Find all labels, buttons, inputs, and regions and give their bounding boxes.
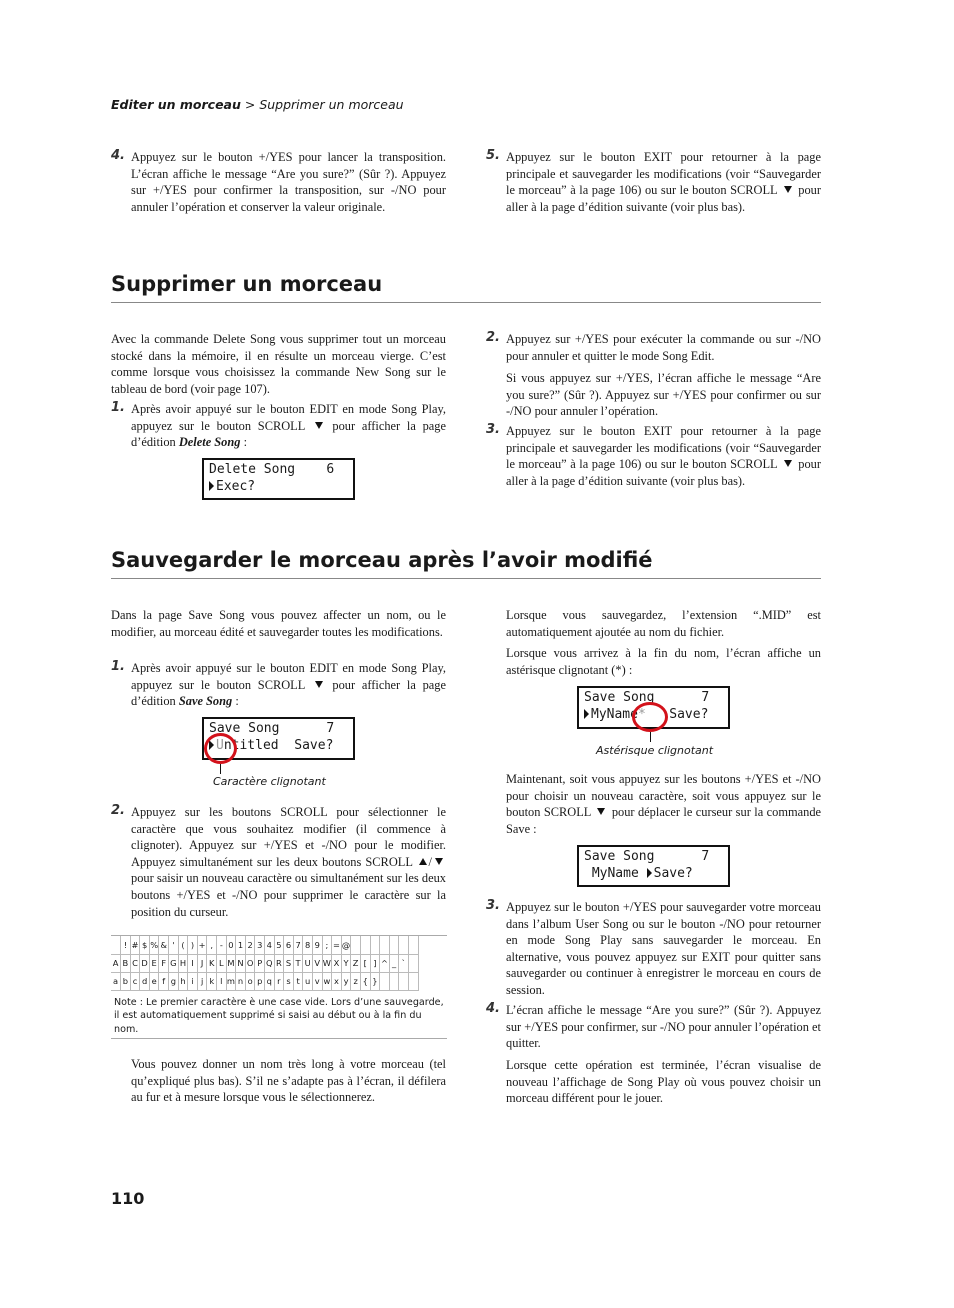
charset-table <box>111 936 419 991</box>
scroll-down-icon <box>784 186 792 193</box>
charset-cell: + <box>197 936 207 954</box>
charset-cell: F <box>159 954 169 972</box>
charset-row <box>111 936 418 954</box>
charset-cell: % <box>149 936 159 954</box>
breadcrumb-section: Editer un morceau <box>111 97 241 112</box>
charset-cell <box>370 936 380 954</box>
long-name-text: Vous pouvez donner un nom très long à votre morceau (tel qu’expliqué plus bas). S’il ne s’adapte pas à l’écran, il défilera au fur et à mesure lorsque vous le sélectionnerez. <box>131 1057 446 1105</box>
charset-cell: 7 <box>293 936 303 954</box>
charset-cell: $ <box>140 936 150 954</box>
charset-cell <box>389 936 399 954</box>
charset-cell <box>351 936 361 954</box>
charset-cell: h <box>178 972 188 990</box>
charset-cell: & <box>159 936 169 954</box>
charset-cell: a <box>111 972 121 990</box>
charset-cell: T <box>293 954 303 972</box>
step-text-b: pour aller à la page d’édition suivante (voir plus bas). <box>506 183 821 214</box>
charset-cell: t <box>293 972 303 990</box>
charset-cell: 3 <box>255 936 265 954</box>
charset-cell: v <box>312 972 322 990</box>
charset-cell <box>380 936 390 954</box>
charset-cell: Z <box>351 954 361 972</box>
charset-cell: C <box>130 954 140 972</box>
charset-cell: ^ <box>380 954 390 972</box>
blinking-asterisk: * <box>637 707 646 722</box>
charset-cell: 6 <box>284 936 294 954</box>
page-name: Save Song <box>178 694 233 709</box>
highlight-circle <box>204 733 237 764</box>
charset-cell: [ <box>360 954 370 972</box>
cursor-move-text <box>506 771 821 837</box>
charset-cell <box>408 954 418 972</box>
charset-cell: k <box>207 972 217 990</box>
charset-cell: m <box>226 972 236 990</box>
callout-line <box>650 732 651 742</box>
charset-cell: r <box>274 972 284 990</box>
charset-cell: R <box>274 954 284 972</box>
charset-cell: ; <box>322 936 332 954</box>
step-text-b: pour afficher la page d’édition <box>131 677 446 709</box>
step-number: 1. <box>111 400 125 415</box>
charset-cell: d <box>140 972 150 990</box>
lcd-line2 <box>209 478 353 495</box>
charset-cell: W <box>322 954 332 972</box>
lcd-line1: Save Song 7 <box>584 849 710 864</box>
charset-cell: 5 <box>274 936 284 954</box>
step-text: Appuyez sur +/YES pour exécuter la commande ou sur -/NO pour annuler et quitter le mode Song Edit. <box>506 332 821 363</box>
page-name: Delete Song <box>178 435 241 450</box>
step-text-a: Appuyez sur les boutons SCROLL pour sélectionner le caractère que vous souhaitez modifier (il commence à clignoter). Appuyez sur +/YES et -/NO pour le modifier. Appuyez simultanément sur les deux boutons SCROLL <box>131 805 446 869</box>
step-text-a: Appuyez sur le bouton EXIT pour retourner à la page principale et sauvegarder les modifications (voir “Sauvegarder le morceau” à la page 106) ou sur le bouton SCROLL <box>506 150 821 198</box>
charset-cell <box>408 936 418 954</box>
charset-cell: N <box>236 954 246 972</box>
charset-cell: 0 <box>226 936 236 954</box>
lcd-save-song-save <box>577 845 730 887</box>
charset-cell: ! <box>121 936 131 954</box>
charset-cell: _ <box>389 954 399 972</box>
save-intro: Dans la page Save Song vous pouvez affecter un nom, ou le modifier, au morceau édité et sauvegarder toutes les modifications. <box>111 608 446 639</box>
charset-cell: w <box>322 972 332 990</box>
charset-cell: V <box>312 954 322 972</box>
step-text-a: Après avoir appuyé sur le bouton EDIT en mode Song Play, appuyez sur le bouton SCROLL <box>131 661 446 692</box>
charset-cell <box>111 936 121 954</box>
step-text <box>131 660 446 710</box>
blinking-character: U <box>216 738 224 753</box>
step-number: 5. <box>486 148 500 163</box>
charset-cell <box>408 972 418 990</box>
charset-cell: q <box>265 972 275 990</box>
step-text-b: pour saisir un nouveau caractère ou simultanément sur les deux boutons +/YES et -/NO pour supprimer le caractère sur la position du curseur. <box>131 871 446 919</box>
charset-cell: ' <box>169 936 179 954</box>
step-number: 2. <box>486 330 500 345</box>
cursor-arrow-icon <box>584 709 589 719</box>
breadcrumb-separator: > <box>240 97 260 112</box>
cursor-arrow-icon <box>647 868 652 878</box>
scroll-up-icon <box>419 858 427 865</box>
charset-cell: Y <box>341 954 351 972</box>
scroll-down-icon <box>315 422 323 429</box>
charset-cell: K <box>207 954 217 972</box>
charset-cell: , <box>207 936 217 954</box>
charset-cell: e <box>149 972 159 990</box>
charset-cell: P <box>255 954 265 972</box>
extension-text: Lorsque vous sauvegardez, l’extension “.MID” est automatiquement ajoutée au nom du fichier. <box>506 608 821 639</box>
charset-table-box <box>111 935 447 991</box>
caption-blinking-asterisk: Astérisque clignotant <box>596 744 714 757</box>
charset-cell: { <box>360 972 370 990</box>
charset-cell <box>389 972 399 990</box>
charset-cell: c <box>130 972 140 990</box>
charset-cell: y <box>341 972 351 990</box>
charset-cell: E <box>149 954 159 972</box>
charset-cell: z <box>351 972 361 990</box>
lcd-line2-name: MyName <box>584 866 647 881</box>
charset-cell: = <box>332 936 342 954</box>
step-number: 3. <box>486 898 500 913</box>
charset-cell: x <box>332 972 342 990</box>
lcd-line2 <box>584 865 728 882</box>
step-number: 4. <box>486 1001 500 1016</box>
step-text <box>506 423 821 489</box>
page-number: 110 <box>111 1189 145 1208</box>
charset-cell: X <box>332 954 342 972</box>
step-text: Appuyez sur le bouton +/YES pour sauvegarder votre morceau dans l’album User Song ou sur le bouton -/NO pour retourner en mode Song Play sans sauvegarder le morceau. En alternative, vous pouvez appuyez sur EXIT pour quitter sans sauvegarder ou continuer à enregistrer le morceau en cours de session. <box>506 900 821 997</box>
callout-line <box>220 764 221 774</box>
step-number: 2. <box>111 803 125 818</box>
charset-cell <box>380 972 390 990</box>
charset-cell: J <box>197 954 207 972</box>
highlight-circle <box>632 702 668 732</box>
scroll-down-icon <box>315 681 323 688</box>
charset-cell: b <box>121 972 131 990</box>
charset-cell: D <box>140 954 150 972</box>
lcd-line1: Delete Song 6 <box>209 462 335 477</box>
charset-cell: Q <box>265 954 275 972</box>
charset-cell: s <box>284 972 294 990</box>
charset-cell: p <box>255 972 265 990</box>
lcd-delete-song <box>202 458 355 500</box>
lcd-line2-name: MyName <box>591 707 638 722</box>
charset-cell: @ <box>341 936 351 954</box>
note-rule <box>111 1038 447 1039</box>
charset-cell: S <box>284 954 294 972</box>
charset-cell: i <box>188 972 198 990</box>
charset-cell: ) <box>188 936 198 954</box>
charset-cell: l <box>217 972 227 990</box>
charset-cell <box>360 936 370 954</box>
lcd-line2-text: Exec? <box>216 479 256 494</box>
charset-cell: ] <box>370 954 380 972</box>
charset-cell: j <box>197 972 207 990</box>
step-text: Si vous appuyez sur +/YES, l’écran affiche le message “Are you sure?” (Sûr ?). Appuyez sur +/YES pour confirmer ou sur -/NO pour annuler l’opération. <box>506 371 821 419</box>
scroll-down-icon <box>597 808 605 815</box>
charset-cell: - <box>217 936 227 954</box>
charset-cell: f <box>159 972 169 990</box>
step-number: 1. <box>111 659 125 674</box>
section-title-save: Sauvegarder le morceau après l’avoir modifié <box>111 548 653 572</box>
charset-cell: I <box>188 954 198 972</box>
charset-cell: G <box>169 954 179 972</box>
section-rule <box>111 302 821 303</box>
slash: / <box>428 854 432 869</box>
charset-row <box>111 954 418 972</box>
charset-cell: ( <box>178 936 188 954</box>
text-a: Maintenant, soit vous appuyez sur les boutons +/YES et -/NO pour choisir un nouveau caractère, soit vous appuyez sur le bouton SCROLL <box>506 772 821 820</box>
step-number: 3. <box>486 422 500 437</box>
step-number: 4. <box>111 148 125 163</box>
charset-cell: 4 <box>265 936 275 954</box>
section-rule <box>111 578 821 579</box>
step-text: L’écran affiche le message “Are you sure?” (Sûr ?). Appuyez sur +/YES pour confirmer, sur -/NO pour annuler l’opération et quitter. <box>506 1003 821 1051</box>
step-text-c: : <box>232 694 239 709</box>
section-title-delete: Supprimer un morceau <box>111 272 383 296</box>
step-text <box>506 149 821 215</box>
charset-row <box>111 972 418 990</box>
step-text-a: Appuyez sur le bouton EXIT pour retourner à la page principale et sauvegarder les modifications (voir “Sauvegarder le morceau” à la page 106) ou sur le bouton SCROLL <box>506 424 821 472</box>
text-b: pour déplacer le curseur sur la commande Save : <box>506 805 822 836</box>
charset-cell: u <box>303 972 313 990</box>
end-of-name-text: Lorsque vous arrivez à la fin du nom, l’écran affiche un astérisque clignotant (*) : <box>506 646 821 677</box>
charset-cell: ` <box>399 954 409 972</box>
step-text-b: pour afficher la page d’édition <box>131 418 446 450</box>
charset-cell: L <box>217 954 227 972</box>
delete-intro: Avec la commande Delete Song vous supprimer tout un morceau stocké dans la mémoire, il en résulte un morceau vierge. C’est comme lorsque vous choisissez la commande New Song sur le tableau de bord (voir page 107). <box>111 332 446 396</box>
lcd-line2-save: Save? <box>653 866 693 881</box>
step-text-c: : <box>240 435 248 450</box>
step-text <box>131 804 446 920</box>
charset-cell: H <box>178 954 188 972</box>
breadcrumb <box>111 97 404 112</box>
charset-cell <box>399 972 409 990</box>
charset-cell: M <box>226 954 236 972</box>
charset-cell: 2 <box>245 936 255 954</box>
charset-cell: n <box>236 972 246 990</box>
charset-cell: o <box>245 972 255 990</box>
cursor-arrow-icon <box>209 481 214 491</box>
charset-cell: } <box>370 972 380 990</box>
lcd-line2-text: ntitled Save? <box>223 738 334 753</box>
charset-cell: A <box>111 954 121 972</box>
charset-cell: g <box>169 972 179 990</box>
charset-note: Note : Le premier caractère è une case vide. Lors d’une sauvegarde, il est automatiquement supprimé si saisi au début ou à la fin du nom. <box>114 997 444 1035</box>
lcd-line2-save: Save? <box>645 707 709 722</box>
scroll-down-icon <box>784 460 792 467</box>
step-text-a: Après avoir appuyé sur le bouton EDIT en mode Song Play, appuyez sur le bouton SCROLL <box>131 402 446 433</box>
step-text: Lorsque cette opération est terminée, l’écran visualise de nouveau l’affichage de Song Play où vous pouvez choisir un morceau différent pour le jouer. <box>506 1058 821 1106</box>
breadcrumb-page: Supprimer un morceau <box>259 97 404 112</box>
charset-cell: U <box>303 954 313 972</box>
charset-cell: O <box>245 954 255 972</box>
charset-cell: 8 <box>303 936 313 954</box>
step-text: Appuyez sur le bouton +/YES pour lancer la transposition. L’écran affiche le message “Are you sure?” (Sûr ?). Appuyez sur +/YES pour confirmer la transposition, sur -/NO pour annuler l’opération et conserver la valeur originale. <box>131 150 446 214</box>
charset-cell: # <box>130 936 140 954</box>
scroll-down-icon <box>435 858 443 865</box>
charset-cell: B <box>121 954 131 972</box>
step-text-b: pour aller à la page d’édition suivante (voir plus bas). <box>506 457 821 488</box>
caption-blinking-character: Caractère clignotant <box>213 775 326 788</box>
charset-cell <box>399 936 409 954</box>
charset-cell: 1 <box>236 936 246 954</box>
step-text <box>131 401 446 451</box>
lcd-line1: Save Song 7 <box>584 690 710 705</box>
lcd-line1: Save Song 7 <box>209 721 335 736</box>
charset-cell: 9 <box>312 936 322 954</box>
